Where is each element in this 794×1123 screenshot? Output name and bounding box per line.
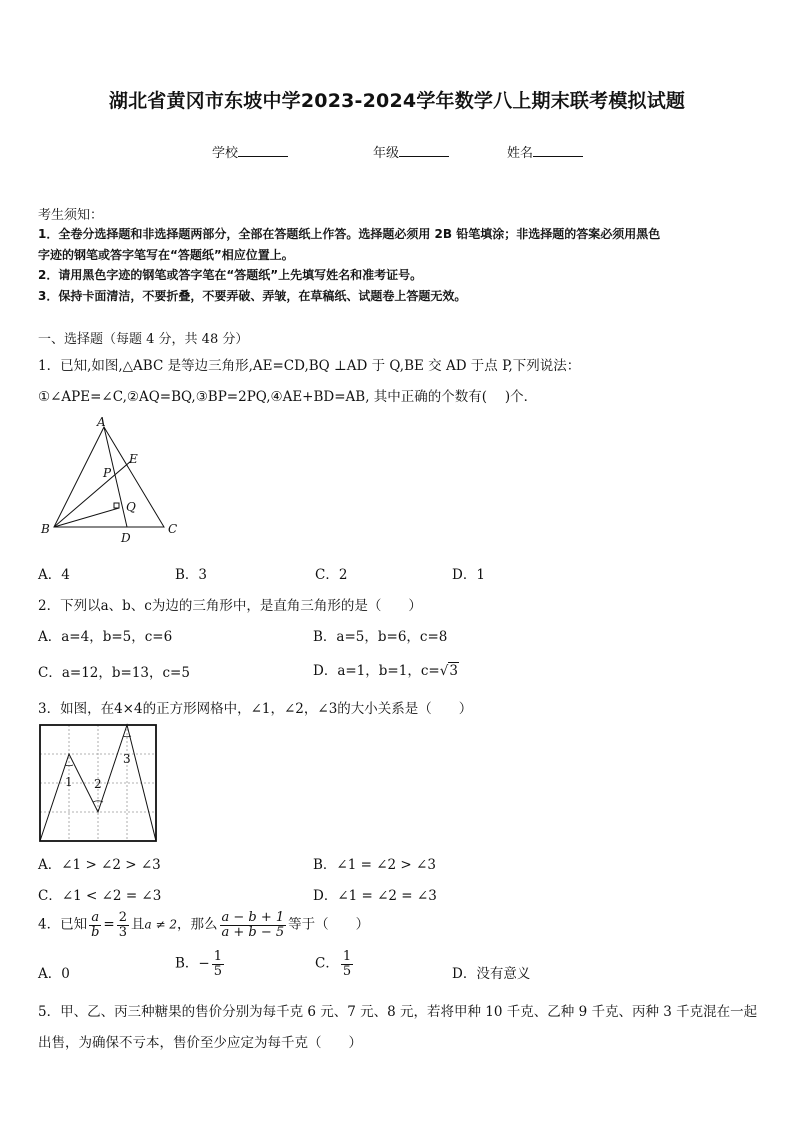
fraction-two-thirds: $\frac{2}{3}$ [118, 910, 128, 940]
fraction-expression: $\frac{a - b + 1}{a + b - 5}$ [221, 910, 285, 940]
name-label: 姓名 [507, 146, 534, 161]
right-angle-mark [114, 503, 119, 508]
fraction-one-fifth: $\frac{1}{5}$ [213, 949, 223, 979]
q2-stem: 2．下列以a、b、c为边的三角形中，是直角三角形的是（ ） [38, 598, 422, 614]
q4-option-c: C． $\frac{1}{5}$ [315, 949, 352, 979]
q4-option-b: B．− $\frac{1}{5}$ [175, 949, 223, 979]
name-field [507, 142, 583, 161]
notice-item-2: 2．请用黑色字迹的钢笔或答字笔在“答题纸”上先填写姓名和准考证号。 [38, 268, 423, 282]
angle-1-label: 1 [65, 775, 73, 789]
q4-option-d: D．没有意义 [452, 966, 531, 982]
q3-grid-figure [38, 722, 162, 845]
label-d: D [121, 531, 131, 545]
name-blank [533, 143, 583, 157]
equals-sign: = [103, 916, 115, 933]
notice-item-1-line-2: 字迹的钢笔或答字笔写在“答题纸”相应位置上。 [38, 248, 294, 262]
page-title: 湖北省黄冈市东坡中学2023-2024学年数学八上期末联考模拟试题 [108, 90, 686, 112]
q2-option-b: B．a=5，b=6，c=8 [313, 629, 448, 645]
sqrt-radicand: 3 [449, 663, 458, 679]
label-p: P [103, 466, 112, 480]
q3-option-b: B．∠1 = ∠2 > ∠3 [313, 857, 436, 873]
fraction-a-over-b: $\frac{a}{b}$ [91, 910, 100, 940]
q4-option-a: A．0 [38, 966, 70, 982]
q1-stem-line-2: ①∠APE=∠C,②AQ=BQ,③BP=2PQ,④AE+BD=AB, 其中正确的个数有( )个． [38, 389, 538, 405]
q5-stem-line-1: 5．甲、乙、丙三种糖果的售价分别为每千克 6 元、7 元、8 元，若将甲种 10 千克、乙种 9 千克、丙种 3 千克混在一起 [38, 1004, 758, 1020]
q4-prefix: 4．已知 [38, 916, 88, 933]
grade-label: 年级 [373, 146, 400, 161]
notice-item-1-line-1: 1．全卷分选择题和非选择题两部分，全部在答题纸上作答。选择题必须用 2B 铅笔填涂；非选择题的答案必须用黑色 [38, 227, 661, 241]
q2-option-d [313, 659, 459, 679]
q3-stem: 3．如图，在4×4的正方形网格中，∠1，∠2，∠3的大小关系是（ ） [38, 701, 473, 717]
q5-stem-line-2: 出售，为确保不亏本，售价至少应定为每千克（ ） [38, 1035, 362, 1051]
q1-stem-line-1: 1．已知,如图,△ABC 是等边三角形,AE=CD,BQ ⊥AD 于 Q,BE 交 AD 于点 P,下列说法： [38, 358, 581, 374]
q4-mid-text: ，那么 [177, 916, 218, 933]
section-heading: 一、选择题（每题 4 分，共 48 分） [38, 332, 249, 347]
q1-option-c: C．2 [315, 567, 348, 583]
q2-option-c: C．a=12，b=13，c=5 [38, 665, 190, 681]
label-b: B [41, 522, 50, 536]
notice-item-3: 3．保持卡面清洁，不要折叠，不要弄破、弄皱，在草稿纸、试题卷上答题无效。 [38, 289, 467, 303]
label-a: A [97, 415, 106, 429]
label-c: C [168, 522, 178, 536]
angle-3-label: 3 [123, 752, 131, 766]
q3-option-d: D．∠1 = ∠2 = ∠3 [313, 888, 437, 904]
q1-option-a: A．4 [38, 567, 70, 583]
angle-3-arc [123, 736, 131, 737]
q3-option-c: C．∠1 < ∠2 = ∠3 [38, 888, 162, 904]
q3-option-a: A．∠1 > ∠2 > ∠3 [38, 857, 161, 873]
angle-2-label: 2 [94, 777, 102, 791]
q4-condition-expression: a ≠ 2 [144, 917, 177, 932]
q1-option-d: D．1 [452, 567, 485, 583]
school-label: 学校 [212, 146, 239, 161]
q2-option-d-text: D．a=1，b=1，c= [313, 663, 440, 679]
q1-option-b: B．3 [175, 567, 208, 583]
q2-option-a: A．a=4，b=5，c=6 [38, 629, 173, 645]
label-e: E [129, 452, 138, 466]
sqrt-expression: √3 [439, 663, 458, 679]
grade-field [373, 142, 449, 161]
q4-condition-word: 且 [131, 916, 145, 933]
segment-bq [54, 508, 119, 527]
school-blank [238, 143, 288, 157]
q4-stem [38, 911, 369, 939]
q1-triangle-figure [30, 415, 190, 545]
fraction-one-fifth: $\frac{1}{5}$ [342, 949, 352, 979]
school-field [212, 142, 288, 161]
grade-blank [399, 143, 449, 157]
notice-heading: 考生须知： [38, 208, 104, 223]
label-q: Q [126, 500, 136, 514]
q4-suffix: 等于（ ） [288, 916, 370, 933]
